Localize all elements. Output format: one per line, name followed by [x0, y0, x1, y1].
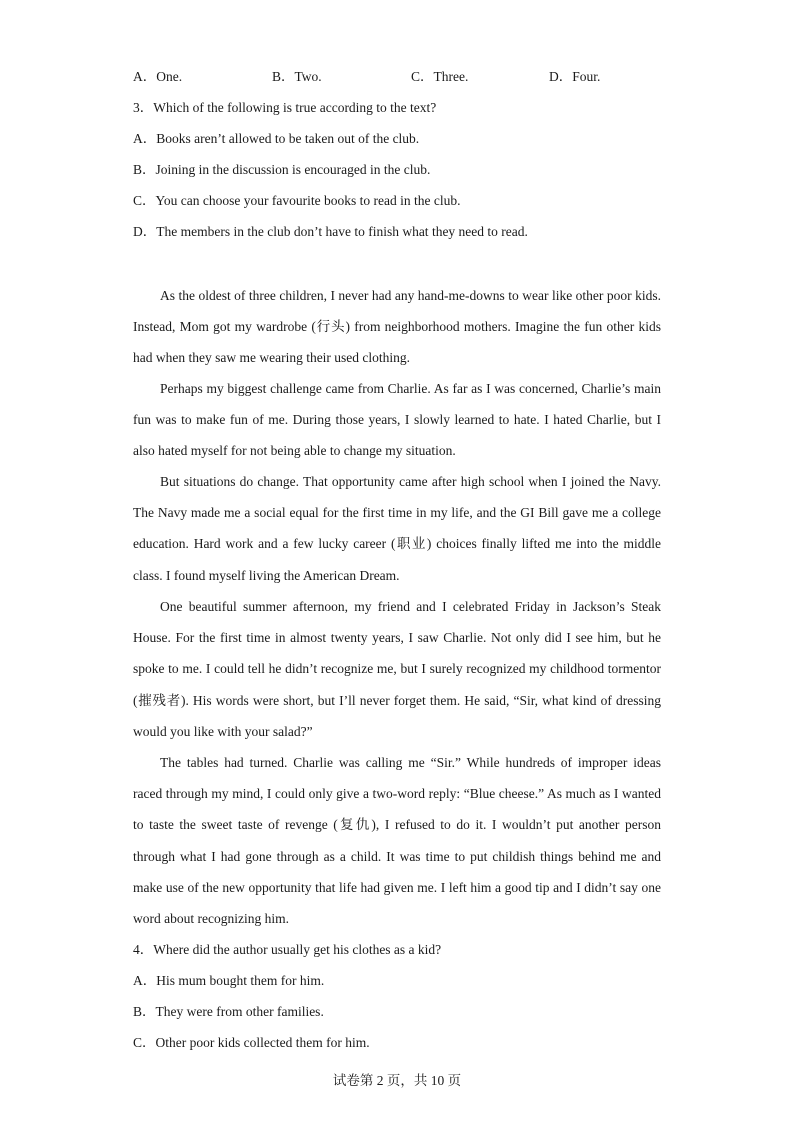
q2-option-b: B．Two. [272, 69, 322, 84]
passage-paragraph-2: Perhaps my biggest challenge came from Charlie. As far as I was concerned, Charlie’s main fun was to make fun of me. During those years, I slowly learned to hate. I hated Charlie, but I also hated myself for not being able to change my situation. [133, 381, 661, 459]
q3-option-a: A．Books aren’t allowed to be taken out of the club. [133, 131, 420, 146]
q3-option-d: D．The members in the club don’t have to finish what they need to read. [133, 224, 528, 239]
q3-option-b: B．Joining in the discussion is encouraged in the club. [133, 162, 431, 177]
q2-option-a: A．One. [133, 69, 183, 84]
passage-paragraph-1: As the oldest of three children, I never had any hand-me-downs to wear like other poor kids. Instead, Mom got my wardrobe (行头) from neighborhood mothers. Imagine the fun other kids had when they saw me wearing their used clothing. [133, 288, 661, 366]
passage-paragraph-5: The tables had turned. Charlie was calling me “Sir.” While hundreds of improper ideas raced through my mind, I could only give a two-word reply: “Blue cheese.” As much as I wanted to taste the sweet taste of revenge (复仇), I refused to do it. I wouldn’t put another person through what I had gone through as a child. It was time to put childish things behind me and make use of the new opportunity that life had given me. I left him a good tip and I didn’t say one word about recognizing him. [133, 755, 661, 927]
passage-paragraph-4: One beautiful summer afternoon, my friend and I celebrated Friday in Jackson’s Steak House. For the first time in almost twenty years, I saw Charlie. Not only did I see him, but he spoke to me. I could tell he didn’t recognize me, but I surely recognized my childhood tormentor (摧残者). His words were short, but I’ll never forget them. He said, “Sir, what kind of dressing would you like with your salad?” [133, 599, 661, 739]
q4-option-b: B．They were from other families. [133, 1004, 324, 1019]
q3-stem: 3．Which of the following is true according to the text? [133, 100, 437, 115]
q4-stem: 4．Where did the author usually get his clothes as a kid? [133, 942, 442, 957]
q4-option-a: A．His mum bought them for him. [133, 973, 325, 988]
q3-option-c: C．You can choose your favourite books to read in the club. [133, 193, 461, 208]
q2-option-c: C．Three. [411, 69, 469, 84]
page-footer: 试卷第 2 页，共 10 页 [332, 1073, 462, 1088]
q2-option-d: D．Four. [549, 69, 601, 84]
passage-paragraph-3: But situations do change. That opportunity came after high school when I joined the Navy. The Navy made me a social equal for the first time in my life, and the GI Bill gave me a college education. Hard work and a few lucky career (职业) choices finally lifted me into the middle class. I found myself living the American Dream. [133, 474, 661, 583]
q4-option-c: C．Other poor kids collected them for him. [133, 1035, 370, 1050]
